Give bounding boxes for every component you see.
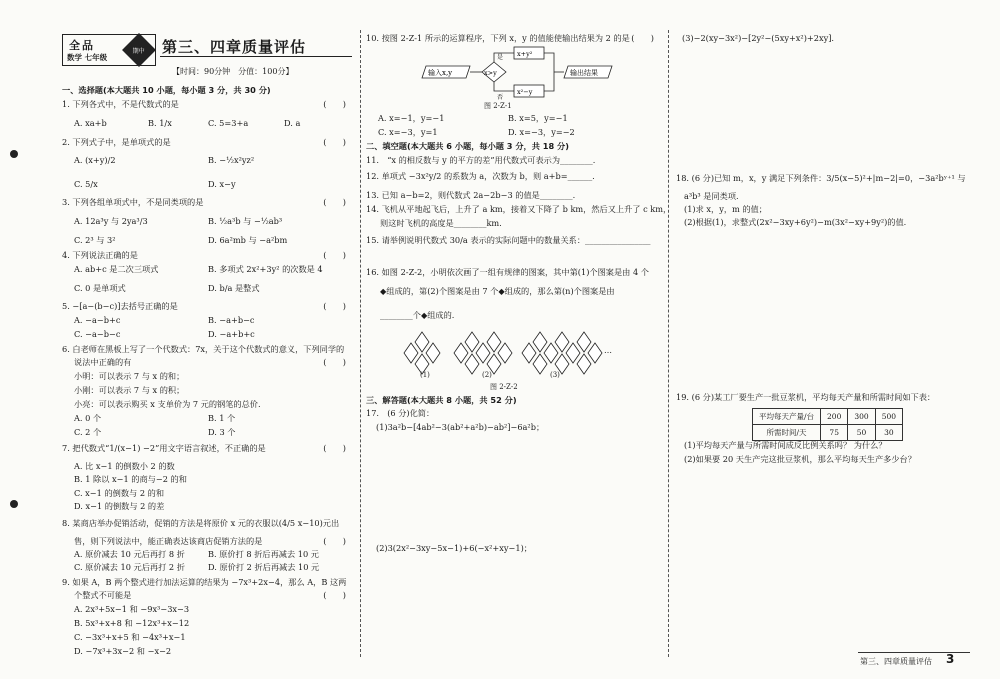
table-cell: 50 <box>848 425 875 441</box>
question-8: 8. 某商店举办促销活动，促销的方法是将原价 x 元的衣服以(4/5 x−10)元出 <box>62 518 340 528</box>
table-cell: 500 <box>875 409 902 425</box>
question-16-cont: ________个◆组成的. <box>380 310 455 320</box>
q6-line: 小明：可以表示 7 与 x 的和； <box>74 371 185 381</box>
q9-option: B. 5x³+x+8 和 −12x³+x−12 <box>74 618 190 628</box>
production-table <box>752 408 903 441</box>
flow-yes-label: 是 <box>497 54 504 61</box>
q18-part-1: (1)求 x，y，m 的值； <box>684 204 767 214</box>
table-cell: 75 <box>821 425 848 441</box>
page-number: 3 <box>946 652 955 666</box>
question-7: 7. 把代数式“1/(x−1) −2”用文字语言叙述，不正确的是 ( ) <box>62 443 346 453</box>
question-19: 19. (6 分)某工厂要生产一批豆浆机，平均每天产量和所需时间如下表： <box>676 392 936 402</box>
table-cell: 300 <box>848 409 875 425</box>
question-5: 5. −[a−(b−c)]去括号正确的是 ( ) <box>62 301 346 311</box>
q17-part-1: (1)3a²b−[4ab²−3(ab²+a²b)−ab²]−6a²b； <box>376 422 545 432</box>
q7-option: C. x−1 的倒数与 2 的和 <box>74 488 165 498</box>
question-13: 13. 已知 a−b=2，则代数式 2a−2b−3 的值是________. <box>366 190 576 200</box>
q19-part-1: (1)平均每天产量与所需时间成反比例关系吗？ 为什么？ <box>684 440 887 450</box>
pattern-2 <box>454 332 512 374</box>
question-2: 2. 下列式子中，是单项式的是 ( ) <box>62 137 346 147</box>
flow-top-label: x+y² <box>517 50 533 58</box>
q6-stem-2: 说法中正确的有 ( ) <box>74 357 346 367</box>
question-3: 3. 下列各组单项式中，不是同类项的是 ( ) <box>62 197 346 207</box>
brand-subtitle: 数学 七年级 <box>67 53 108 62</box>
question-12: 12. 单项式 −3x²y/2 的系数为 a，次数为 b，则 a+b=______. <box>366 171 595 181</box>
pattern-label: (1) <box>420 371 430 379</box>
section-heading: 三、解答题(本大题共 8 小题，共 52 分) <box>366 395 517 405</box>
flow-bottom-label: x²−y <box>517 88 533 96</box>
pattern-label: (2) <box>482 371 492 379</box>
q7-option: A. 比 x−1 的倒数小 2 的数 <box>74 461 175 471</box>
column-middle: 10. 按图 2-Z-1 所示的运算程序，下列 x，y 的值能使输出结果为 2 的是 ( ) 输入x,y x>y 是 否 x+y² x²−y 输出结果 图 2-Z-1 A. x=−1，y=−1 B. x=5，y=−1 C. x=−3，y=1 D. x=−3，y=−2 二、填空题(本大题共 6 小题，每小题 3 分，共 18 分) 11. “x 的相反数与 y 的平方的差”用代数式可表示为________. 12. 单项式 −3x²y/2 的系数为 a，次数为 b，则 a+b=______. 13. 已知 a−b=2，则代数式 2a−2b−3 的值是________. 14. 飞机从平地起飞后，上升了 a km，接着又下降了 b km，然后又上升了 c km， 则这时飞机的高度是________km. 15. 请举例说明代数式 30/a 表示的实际问题中的数量关系：________________ 16. 如图 2-Z-2，小明依次画了一组有规律的图案，其中第(1)个图案是由 4 个 ◆组成的，第(2)个图案是由 7 个◆组成的，那么第(n)个图案是由 ________个◆组成的. (1) (2) (3) … 图 2-Z-2 三、解答题(本大题共 8 小题，共 52 分) 17. (6 分)化简： (1)3a²b−[4ab²−3(ab²+a²b)−ab²]−6a²b； (2)3(2x²−3xy−5x−1)+6(−x²+xy−1)； <box>366 33 672 553</box>
question-16: 16. 如图 2-Z-2，小明依次画了一组有规律的图案，其中第(1)个图案是由 4 个 <box>366 267 649 277</box>
q19-part-2: (2)如果要 20 天生产完这批豆浆机，那么平均每天生产多少台？ <box>684 454 916 464</box>
flowchart-figure <box>418 46 618 102</box>
column-divider <box>668 30 669 657</box>
q8-stem-2: 售，则下列说法中，能正确表达该商店促销方法的是 ( ) <box>74 536 346 546</box>
question-9: 9. 如果 A，B 两个整式进行加法运算的结果为 −7x³+2x−4，那么 A，B 这两 <box>62 577 347 587</box>
question-1: 1. 下列各式中，不是代数式的是 ( ) <box>62 99 346 109</box>
table-row <box>753 425 903 441</box>
q9-option: C. −3x³+x+5 和 −4x³+x−1 <box>74 632 186 642</box>
column-left: 一、选择题(本大题共 10 小题，每小题 3 分，共 30 分) 1. 下列各式中，不是代数式的是 ( ) A. xa+b B. 1/x C. 5=3+a D. a 2. 下列式子中，是单项式的是 ( ) A. (x+y)/2 B. −½x²yz² C. 5/x D. x−y 3. 下列各组单项式中，不是同类项的是 ( ) A. 12a³y 与 2ya³/3 B. ½a³b 与 −½ab³ C. 2³ 与 3² D. 6a²mb 与 −a²bm 4. 下列说法正确的是 ( ) A. ab+c 是二次三项式 B. 多项式 2x²+3y² 的次数是 4 C. 0 是单项式 D. b/a 是整式 5. −[a−(b−c)]去括号正确的是 ( ) A. −a−b+c B. −a+b−c C. −a−b−c D. −a+b+c 6. 白老师在黑板上写了一个代数式：7x，关于这个代数式的意义，下列同学的 说法中正确的有 ( ) 小明：可以表示 7 与 x 的和； 小刚：可以表示 7 与 x 的积； 小亮：可以表示购买 x 支单价为 7 元的钢笔的总价. A. 0 个 B. 1 个 C. 2 个 D. 3 个 7. 把代数式“1/(x−1) −2”用文字语言叙述，不正确的是 ( ) A. 比 x−1 的倒数小 2 的数 B. 1 除以 x−1 的商与−2 的和 C. x−1 的倒数与 2 的和 D. x−1 的倒数与 2 的差 8. 某商店举办促销活动，促销的方法是将原价 x 元的衣服以(4/5 x−10)元出 售，则下列说法中，能正确表达该商店促销方法的是 ( ) A. 原价减去 10 元后再打 8 折 B. 原价打 8 折后再减去 10 元 C. 原价减去 10 元后再打 2 折 D. 原价打 2 折后再减去 10 元 9. 如果 A，B 两个整式进行加法运算的结果为 −7x³+2x−4，那么 A，B 这两 个整式不可能是 ( ) A. 2x³+5x−1 和 −9x³−3x−3 B. 5x³+x+8 和 −12x³+x−12 C. −3x³+x+5 和 −4x³+x−1 D. −7x³+3x−2 和 −x−2 <box>62 0 354 679</box>
q9-stem-2: 个整式不可能是 ( ) <box>74 590 346 600</box>
question-10: 10. 按图 2-Z-1 所示的运算程序，下列 x，y 的值能使输出结果为 2 的是 ( ) <box>366 33 654 43</box>
q7-option: B. 1 除以 x−1 的商与−2 的和 <box>74 474 187 484</box>
flow-merge <box>544 53 554 91</box>
section-heading: 二、填空题(本大题共 6 小题，每小题 3 分，共 18 分) <box>366 141 569 151</box>
q17-part-2: (2)3(2x²−3xy−5x−1)+6(−x²+xy−1)； <box>376 543 532 553</box>
question-14: 14. 飞机从平地起飞后，上升了 a km，接着又下降了 b km，然后又上升了 c km， <box>366 204 672 214</box>
exam-meta: 【时间：90分钟 分值：100分】 <box>172 67 294 76</box>
table-cell: 平均每天产量/台 <box>753 409 821 425</box>
question-15: 15. 请举例说明代数式 30/a 表示的实际问题中的数量关系：________________ <box>366 235 651 245</box>
flow-input-label: 输入x,y <box>428 69 453 77</box>
question-18-cont: a³b³ 是同类项. <box>684 191 739 201</box>
pattern-ellipsis: … <box>604 346 612 355</box>
q6-line: 小亮：可以表示购买 x 支单价为 7 元的钢笔的总价. <box>74 399 261 409</box>
flow-no-label: 否 <box>497 94 504 101</box>
pattern-1 <box>404 332 440 374</box>
footer-title: 第三、四章质量评估 <box>860 657 932 666</box>
binding-hole <box>10 150 18 158</box>
figure-caption: 图 2-Z-2 <box>490 383 518 391</box>
table-cell: 30 <box>875 425 902 441</box>
flow-arrow-no <box>494 82 514 91</box>
question-14-cont: 则这时飞机的高度是________km. <box>380 218 502 228</box>
section-heading: 一、选择题(本大题共 10 小题，每小题 3 分，共 30 分) <box>62 85 271 95</box>
q18-part-2: (2)根据(1)，求整式(2x²−3xy+6y²)−m(3x²−xy+9y²)的值. <box>684 217 907 227</box>
q9-option: D. −7x³+3x−2 和 −x−2 <box>74 646 172 656</box>
flow-output-label: 输出结果 <box>570 69 598 77</box>
q9-option: A. 2x³+5x−1 和 −9x³−3x−3 <box>74 604 190 614</box>
column-divider <box>360 30 361 657</box>
q17-part-3: (3)−2(xy−3x²)−[2y²−(5xy+x²)+2xy]. <box>682 33 835 43</box>
question-16-cont: ◆组成的，第(2)个图案是由 7 个◆组成的，那么第(n)个图案是由 <box>380 286 615 296</box>
pattern-figure <box>402 330 622 382</box>
brand-seal: 期中 <box>122 33 156 67</box>
brand-name: 全品 <box>69 39 95 52</box>
question-11: 11. “x 的相反数与 y 的平方的差”用代数式可表示为________. <box>366 155 596 165</box>
q7-option: D. x−1 的倒数与 2 的差 <box>74 501 165 511</box>
binding-hole <box>10 500 18 508</box>
q6-line: 小刚：可以表示 7 与 x 的积； <box>74 385 185 395</box>
table-cell: 所需时间/天 <box>753 425 821 441</box>
question-17: 17. (6 分)化简： <box>366 408 435 418</box>
table-row <box>753 409 903 425</box>
table-cell: 200 <box>821 409 848 425</box>
question-18: 18. (6 分)已知 m，x，y 满足下列条件：3/5(x−5)²+|m−2|=0，−3a²bʸ⁺¹ 与 <box>676 173 966 183</box>
figure-caption: 图 2-Z-1 <box>484 102 512 110</box>
page-title: 第三、四章质量评估 <box>162 38 307 56</box>
pattern-3 <box>522 332 602 374</box>
column-right <box>676 0 976 679</box>
flow-cond-label: x>y <box>484 69 497 77</box>
pattern-label: (3) <box>550 371 560 379</box>
question-4: 4. 下列说法正确的是 ( ) <box>62 250 346 260</box>
question-6: 6. 白老师在黑板上写了一个代数式：7x，关于这个代数式的意义，下列同学的 <box>62 344 345 354</box>
